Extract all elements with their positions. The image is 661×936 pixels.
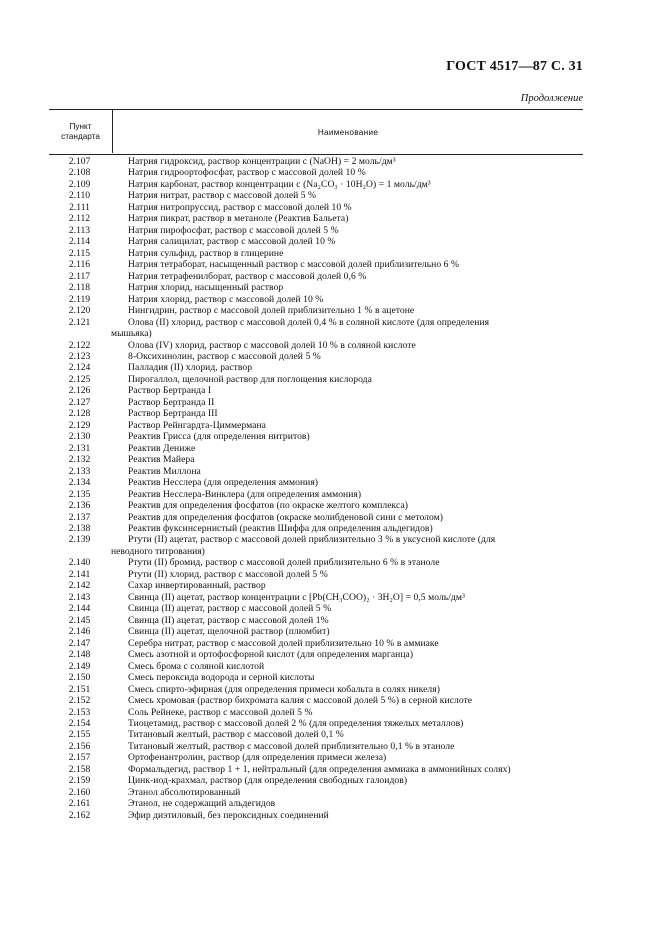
- table-row: [49, 603, 583, 614]
- table-row: [49, 718, 583, 729]
- table-row: [49, 443, 583, 454]
- table-row: [49, 305, 583, 316]
- table-row: [49, 466, 583, 477]
- item-name: Соль Рейнеке, раствор с массовой долей 5 %: [128, 706, 313, 718]
- item-name: Реактив Дениже: [128, 442, 196, 454]
- item-name: Натрия пирофосфат, раствор с массовой долей 5 %: [128, 224, 339, 236]
- item-name: Олова (IV) хлорид, раствор с массовой долей 10 % в соляной кислоте: [128, 339, 416, 351]
- item-name: Тиоцетамид, раствор с массовой долей 2 % (для определения тяжелых металлов): [128, 717, 464, 729]
- item-number: 2.131: [68, 442, 91, 454]
- table-row: [49, 351, 583, 362]
- table-row: [49, 167, 583, 178]
- item-number: 2.151: [68, 683, 91, 695]
- item-number: 2.133: [68, 465, 91, 477]
- item-name: 8-Оксихинолин, раствор с массовой долей 5 %: [128, 350, 321, 362]
- item-number: 2.137: [68, 511, 91, 523]
- item-number: 2.116: [68, 259, 91, 271]
- item-name: Натрия гидроортофосфат, раствор с массовой долей 10 %: [128, 167, 366, 179]
- table-row: [49, 213, 583, 224]
- item-number: 2.150: [68, 672, 91, 684]
- item-name: Этанол абсолютированный: [128, 786, 241, 798]
- item-name: Эфир диэтиловый, без пероксидных соединений: [128, 809, 329, 821]
- item-number: 2.110: [68, 190, 91, 202]
- item-name-continuation: неводного титрования): [111, 545, 205, 557]
- table-row: [49, 225, 583, 236]
- item-name-continuation: мышьяка): [111, 328, 152, 340]
- item-name: Раствор Бертранда I: [128, 385, 212, 397]
- item-name: Реактив для определения фосфатов (окраске молибденовой сини с метолом): [128, 511, 444, 523]
- item-name: Олова (II) хлорид, раствор с массовой долей 0,4 % в соляной кислоте (для определения: [128, 316, 490, 328]
- item-number: 2.145: [68, 614, 91, 626]
- table-row: [49, 638, 583, 649]
- item-name: Натрия пикрат, раствор в метаноле (Реактив Бальета): [128, 213, 349, 225]
- item-name: Формальдегид, раствор 1 + 1, нейтральный (для определения аммиака в аммонийных солях): [128, 763, 511, 775]
- table-row: [49, 695, 583, 706]
- column-header-name: Наименование: [317, 128, 379, 137]
- table-row: [49, 397, 583, 408]
- table-row: [49, 282, 583, 293]
- item-number: 2.113: [68, 224, 91, 236]
- item-name: Нингидрин, раствор с массовой долей приблизительно 1 % в ацетоне: [128, 305, 415, 317]
- item-name: Титановый желтый, раствор с массовой долей 0,1 %: [128, 729, 344, 741]
- table-row: [49, 649, 583, 660]
- table-row: [49, 810, 583, 821]
- item-name: Ортофенантролин, раствор (для определения примеси железа): [128, 752, 387, 764]
- item-number: 2.121: [68, 316, 91, 328]
- table-row: [49, 408, 583, 419]
- item-number: 2.112: [68, 213, 91, 225]
- table-row: [49, 752, 583, 763]
- column-header-item-number-line2: стандарта: [61, 132, 100, 141]
- item-number: 2.134: [68, 477, 91, 489]
- item-number: 2.147: [68, 637, 91, 649]
- item-number: 2.124: [68, 362, 91, 374]
- item-number: 2.126: [68, 385, 91, 397]
- column-header-item-number-line1: Пункт: [69, 122, 92, 131]
- item-number: 2.125: [68, 373, 91, 385]
- item-number: 2.139: [68, 534, 91, 546]
- item-number: 2.129: [68, 419, 91, 431]
- table-row: [49, 248, 583, 259]
- table-row: [49, 340, 583, 351]
- item-name: Сахар инвертированный, раствор: [128, 580, 266, 592]
- item-name: Натрия карбонат, раствор концентрации c (Na₂CO₃ · 10H₂O) = 1 моль/дм³: [128, 178, 431, 190]
- item-name: Пирогаллол, щелочной раствор для поглощения кислорода: [128, 373, 372, 385]
- continuation-label: Продолжение: [520, 93, 583, 104]
- item-number: 2.152: [68, 695, 91, 707]
- table-row: [49, 317, 583, 328]
- item-name: Реактив Грисса (для определения нитритов): [128, 431, 310, 443]
- item-name: Реактив Несслера-Винклера (для определения аммония): [128, 488, 362, 500]
- table-row: [49, 741, 583, 752]
- item-number: 2.144: [68, 603, 91, 615]
- item-number: 2.162: [68, 809, 91, 821]
- item-name: Раствор Бертранда II: [128, 396, 215, 408]
- item-number: 2.138: [68, 523, 91, 534]
- item-name: Натрия хлорид, насыщенный раствор: [128, 282, 284, 294]
- item-name: Серебра нитрат, раствор с массовой долей приблизительно 10 % в аммиаке: [128, 637, 439, 649]
- table-row: [49, 374, 583, 385]
- item-name: Свинца (II) ацетат, щелочной раствор (плюмбит): [128, 626, 330, 638]
- item-name: Реактив Миллона: [128, 465, 201, 477]
- item-number: 2.117: [68, 270, 91, 282]
- item-name: Реактив Майера: [128, 454, 195, 466]
- table-row: [49, 523, 583, 534]
- table-row: [49, 489, 583, 500]
- table-row: [49, 236, 583, 247]
- table-row: [49, 156, 583, 167]
- item-number: 2.159: [68, 775, 91, 787]
- item-number: 2.128: [68, 408, 91, 420]
- item-name: Палладия (II) хлорид, раствор: [128, 362, 253, 374]
- table-row: [49, 684, 583, 695]
- table-row: [49, 798, 583, 809]
- table-row: [49, 500, 583, 511]
- column-header-item-number: [49, 122, 112, 142]
- item-name: Свинца (II) ацетат, раствор с массовой долей 5 %: [128, 603, 332, 615]
- item-number: 2.119: [68, 293, 91, 305]
- table-row: [49, 454, 583, 465]
- table-row: [49, 626, 583, 637]
- table-body: [49, 156, 583, 821]
- item-number: 2.107: [68, 156, 91, 167]
- item-number: 2.146: [68, 626, 91, 638]
- item-number: 2.158: [68, 763, 91, 775]
- item-number: 2.108: [68, 167, 91, 179]
- item-name: Смесь спирто-эфирная (для определения примеси кобальта в солях никеля): [128, 683, 440, 695]
- table-row: [49, 512, 583, 523]
- item-number: 2.120: [68, 305, 91, 317]
- table-row: [49, 592, 583, 603]
- page-header: ГОСТ 4517—87 С. 31: [446, 59, 583, 74]
- item-name: Смесь азотной и ортофосфорной кислот (для определения марганца): [128, 649, 414, 661]
- table-row: [49, 202, 583, 213]
- table-row: [49, 271, 583, 282]
- item-number: 2.109: [68, 178, 91, 190]
- item-number: 2.141: [68, 568, 91, 580]
- table-row: [49, 775, 583, 786]
- table-row: [49, 179, 583, 190]
- item-number: 2.142: [68, 580, 91, 592]
- item-name: Свинца (II) ацетат, раствор концентрации c [Pb(CH₃COO)₂ · 3H₂O] = 0,5 моль/дм³: [128, 591, 465, 603]
- item-name: Натрия сульфид, раствор в глицерине: [128, 247, 284, 259]
- item-name: Натрия тетрафенилборат, раствор с массовой долей 0,6 %: [128, 270, 367, 282]
- item-number: 2.115: [68, 247, 91, 259]
- table-row: [49, 729, 583, 740]
- item-name: Раствор Рейнгардта-Циммермана: [128, 419, 266, 431]
- item-number: 2.161: [68, 798, 91, 810]
- table-row: [49, 294, 583, 305]
- table-row: [49, 787, 583, 798]
- item-number: 2.132: [68, 454, 91, 466]
- item-number: 2.135: [68, 488, 91, 500]
- item-name: Ртути (II) бромид, раствор с массовой долей приблизительно 6 % в этаноле: [128, 557, 440, 569]
- table-row: [49, 477, 583, 488]
- item-name: Натрия тетраборат, насыщенный раствор с массовой долей приблизительно 6 %: [128, 259, 459, 271]
- item-name: Натрия хлорид, раствор с массовой долей 10 %: [128, 293, 324, 305]
- table-row: [49, 385, 583, 396]
- item-number: 2.157: [68, 752, 91, 764]
- item-number: 2.143: [68, 591, 91, 603]
- item-name: Реактив фуксинсернистый (реактив Шиффа для определения альдегидов): [128, 523, 433, 534]
- table-row: [49, 707, 583, 718]
- item-name: Этанол, не содержащий альдегидов: [128, 798, 276, 810]
- item-number: 2.114: [68, 236, 91, 248]
- item-number: 2.155: [68, 729, 91, 741]
- table-row: [49, 615, 583, 626]
- item-name: Натрия гидроксид, раствор концентрации c (NaOH) = 2 моль/дм³: [128, 156, 396, 167]
- item-name: Свинца (II) ацетат, раствор с массовой долей 1%: [128, 614, 329, 626]
- table-row: [49, 362, 583, 373]
- table-row: [49, 580, 583, 591]
- item-number: 2.153: [68, 706, 91, 718]
- item-name: Титановый желтый, раствор с массовой долей приблизительно 0,1 % в этаноле: [128, 740, 455, 752]
- item-name: Натрия салицилат, раствор с массовой долей 10 %: [128, 236, 336, 248]
- item-name: Смесь хромовая (раствор бихромата калия с массовой долей 5 %) в серной кислоте: [128, 695, 473, 707]
- item-name: Цинк-иод-крахмал, раствор (для определения свободных галоидов): [128, 775, 408, 787]
- item-number: 2.160: [68, 786, 91, 798]
- table-row: [49, 672, 583, 683]
- item-name: Ртути (II) хлорид, раствор с массовой долей 5 %: [128, 568, 328, 580]
- item-number: 2.123: [68, 350, 91, 362]
- item-number: 2.118: [68, 282, 91, 294]
- item-name: Смесь пероксида водорода и серной кислоты: [128, 672, 315, 684]
- table-row: [49, 431, 583, 442]
- item-name: Натрия нитрат, раствор с массовой долей 5 %: [128, 190, 317, 202]
- item-name: Ртути (II) ацетат, раствор с массовой долей приблизительно 3 % в уксусной кислоте (для: [128, 534, 496, 546]
- item-number: 2.127: [68, 396, 91, 408]
- table-row: [49, 661, 583, 672]
- item-number: 2.122: [68, 339, 91, 351]
- table-row: [49, 534, 583, 545]
- table-row: [49, 190, 583, 201]
- item-number: 2.130: [68, 431, 91, 443]
- item-number: 2.140: [68, 557, 91, 569]
- table-row: [49, 764, 583, 775]
- table-row: [49, 569, 583, 580]
- item-number: 2.111: [69, 201, 90, 213]
- item-name: Смесь брома с соляной кислотой: [128, 660, 265, 672]
- item-number: 2.154: [68, 717, 91, 729]
- table-row: [49, 259, 583, 270]
- item-number: 2.148: [68, 649, 91, 661]
- item-number: 2.156: [68, 740, 91, 752]
- item-number: 2.136: [68, 500, 91, 512]
- table-row: [49, 420, 583, 431]
- item-name: Натрия нитропруссид, раствор с массовой долей 10 %: [128, 201, 352, 213]
- table-row: [49, 557, 583, 568]
- item-name: Реактив Несслера (для определения аммония): [128, 477, 319, 489]
- item-number: 2.149: [68, 660, 91, 672]
- item-name: Реактив для определения фосфатов (по окраске желтого комплекса): [128, 500, 408, 512]
- item-name: Раствор Бертранда III: [128, 408, 218, 420]
